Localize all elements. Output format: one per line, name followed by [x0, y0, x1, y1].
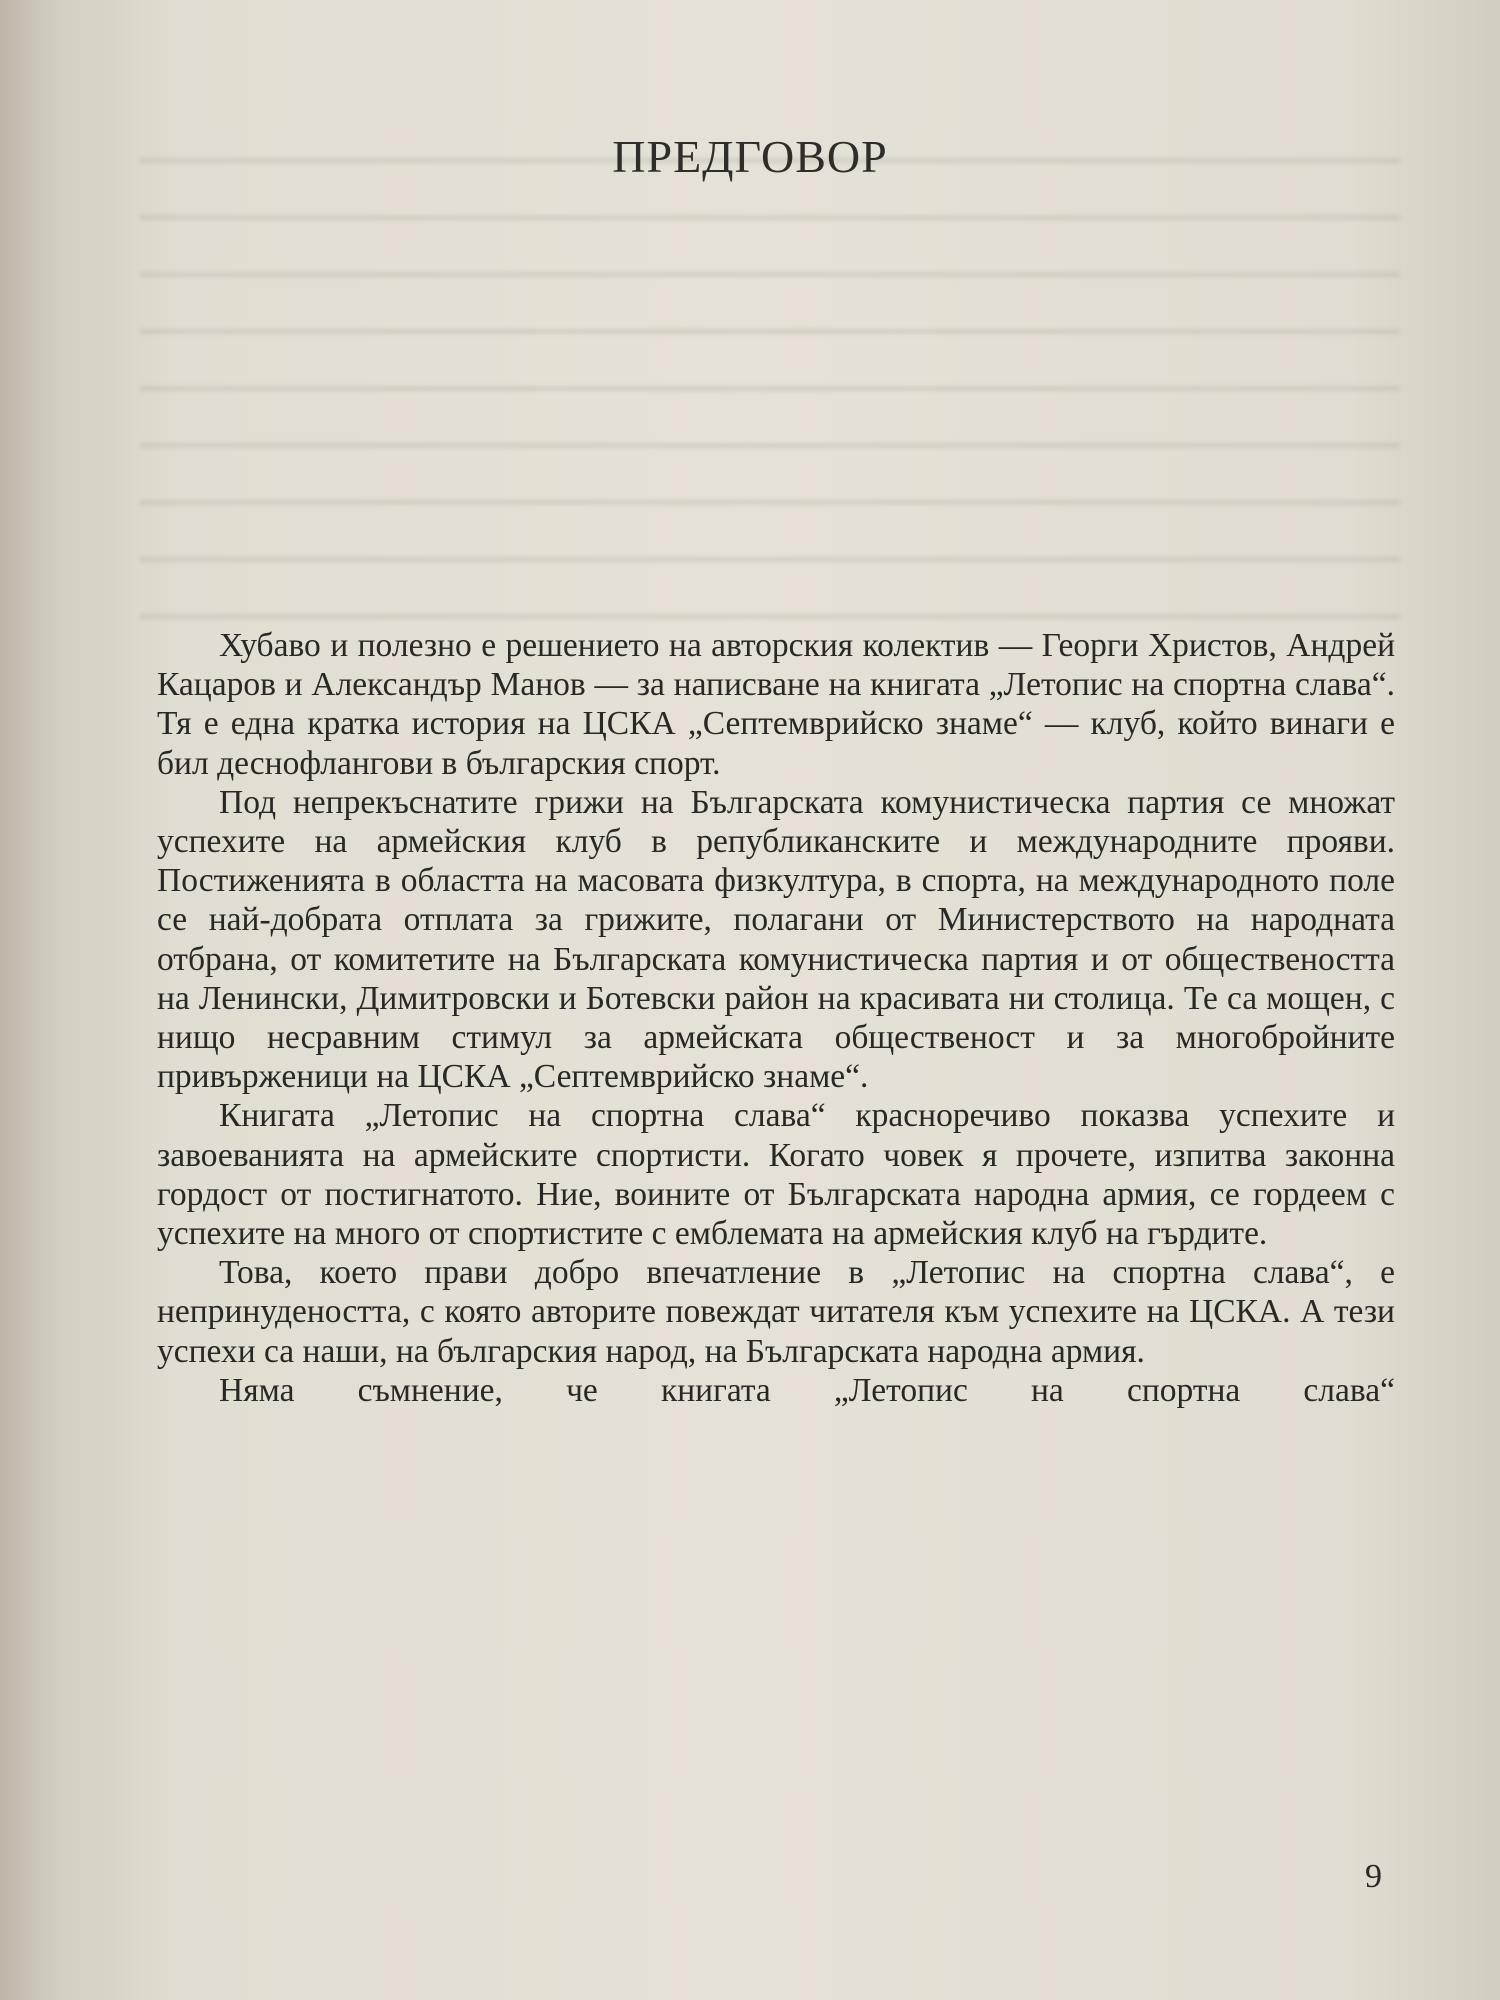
- show-through-text: [140, 132, 1400, 652]
- paragraph-5: Няма съмнение, че книгата „Летопис на спортна слава“: [219, 1371, 1395, 1409]
- paragraph-2: Под непрекъснатите грижи на Българската комунистическа партия се множат успехите на армейския клуб в републиканските и международните прояви. Постиженията в областта на масовата физкултура, в спорта, на международното поле се най-добрата отплата за грижите, полагани от Министерството на народната отбрана, от комитетите на Българската комунистическа партия и от обществеността на Ленински, Димитровски и Ботевски район на красивата ни столица. Те са мощен, с нищо несравним стимул за армейската общественост и за многобройните привърженици на ЦСКА „Септемврийско знаме“.: [157, 783, 1395, 1096]
- paragraph-1: Хубаво и полезно е решението на авторския колектив — Георги Христов, Андрей Кацаров и Александър Манов — за написване на книгата „Летопис на спортна слава“. Тя е една кратка история на ЦСКА „Септемврийско знаме“ — клуб, който винаги е бил деснофлангови в българския спорт.: [157, 627, 1395, 782]
- page-number: 9: [1365, 1858, 1382, 1895]
- body-text: [157, 626, 1395, 1410]
- page-title: ПРЕДГОВОР: [612, 131, 888, 182]
- paragraph-4: Това, което прави добро впечатление в „Летопис на спортна слава“, е непринудеността, с която авторите повеждат читателя към успехите на ЦСКА. А тези успехи са наши, на българския народ, на Българската народна армия.: [157, 1254, 1395, 1370]
- paragraph-3: Книгата „Летопис на спортна слава“ красноречиво показва успехите и завоеванията на армейските спортисти. Когато човек я прочете, изпитва законна гордост от постигнатото. Ние, воините от Българската народна армия, се гордеем с успехите на много от спортистите с емблемата на армейския клуб на гърдите.: [157, 1097, 1395, 1253]
